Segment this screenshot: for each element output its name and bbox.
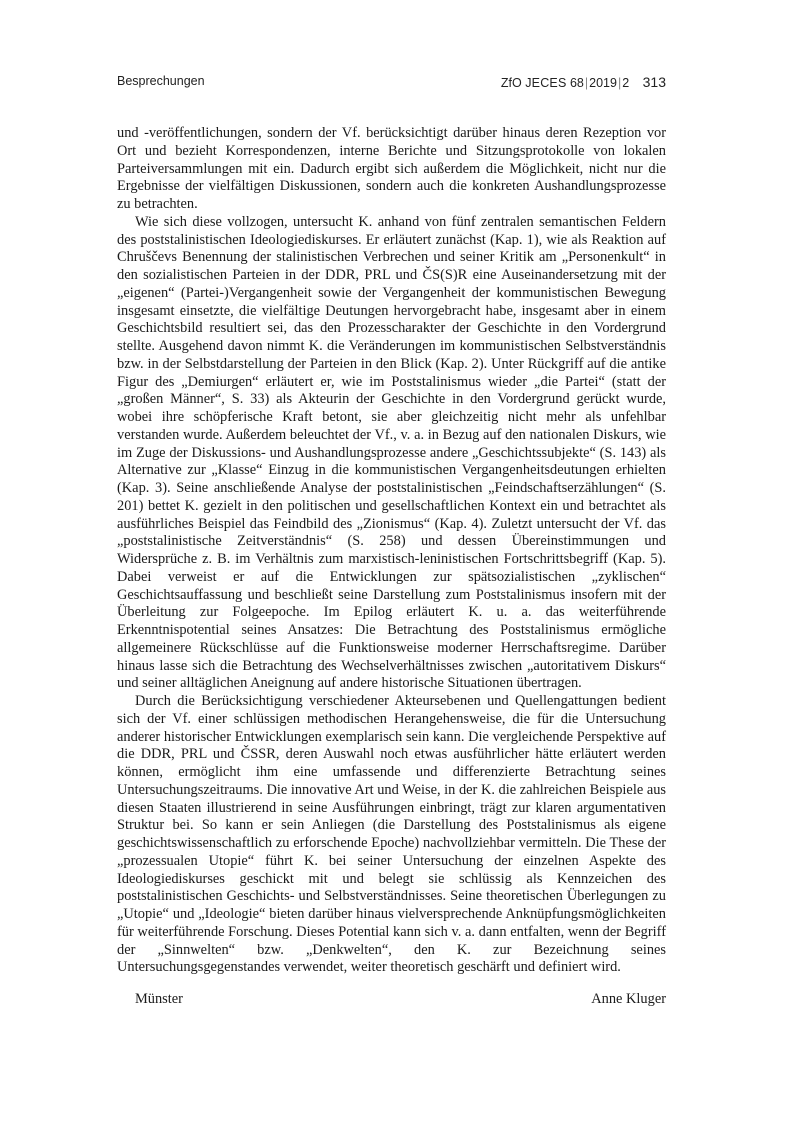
separator: |	[584, 76, 589, 90]
volume-number: 68	[569, 76, 584, 90]
reviewer-name: Anne Kluger	[591, 991, 666, 1007]
running-head	[117, 74, 666, 94]
issue-number: 2	[622, 76, 630, 90]
review-signoff	[135, 991, 666, 1009]
paragraph-continuation: und -veröffentlichungen, sondern der Vf. berücksichtigt darüber hinaus deren Rezeption vor Ort und bezieht Korrespondenzen, interne Berichte und Sitzungsprotokolle von lokalen Parteiversammlungen mit ein. Dadurch ergibt sich außerdem die Möglichkeit, nicht nur die Ergebnisse der vielfältigen Diskussionen, sondern auch die konkreten Aushandlungsprozesse zu betrachten.	[117, 125, 666, 212]
page-number: 313	[642, 74, 666, 90]
reviewer-location: Münster	[135, 991, 183, 1007]
section-title: Besprechungen	[117, 74, 205, 88]
year: 2019	[589, 76, 617, 90]
paragraph-evaluation: Durch die Berücksichtigung verschiedener Akteursebenen und Quellengattungen bedient sich der Vf. einer schlüssigen methodischen Herangehensweise, die für die Untersuchung anderer historischer Entwicklungen exemplarisch sein kann. Die vergleichende Perspektive auf die DDR, PRL und ČSSR, deren Auswahl noch etwas ausführlicher hätte erläutert werden können, ermöglicht ihm eine umfassende und differenzierte Betrachtung seines Untersuchungszeitraums. Die innovative Art und Weise, in der K. die zahlreichen Beispiele aus diesen Staaten illustrierend in seine Ausführungen einbringt, trägt zur klaren argumentativen Struktur bei. So kann er sein Anliegen (die Darstellung des Poststalinismus als eigene geschichtswissenschaftlich zu erforschende Epoche) nachvollziehbar vermitteln. Die These der „prozessualen Utopie“ führt K. bei seiner Untersuchung der einzelnen Aspekte des Ideologiediskurses geschickt mit und belegt sie schlüssig als Kennzeichen des poststalinistischen Geschichts- und Selbstverständnisses. Seine theoretischen Überlegungen zu „Utopie“ und „Ideologie“ bieten darüber hinaus vielversprechende Anknüpfungsmöglichkeiten für weiterführende Forschung. Dieses Potential kann sich v. a. dann entfalten, wenn der Begriff der „Sinnwelten“ bzw. „Denkwelten“, den K. zur Bezeichnung seines Untersuchungsgegenstandes verwendet, weiter theoretisch geschärft und definiert wird.	[117, 693, 666, 976]
journal-citation	[501, 74, 666, 90]
journal-name: ZfO	[500, 76, 522, 90]
review-body	[117, 125, 666, 977]
journal-abbrev: JECES	[525, 76, 567, 90]
separator: |	[617, 76, 622, 90]
paragraph-summary: Wie sich diese vollzogen, untersucht K. anhand von fünf zentralen semantischen Feldern des poststalinistischen Ideologiediskurses. Er erläutert zunächst (Kap. 1), wie als Reaktion auf Chruščevs Benennung der stalinistischen Verbrechen und seiner Kritik am „Personenkult“ in den sozialistischen Parteien in der DDR, PRL und ČS(S)R eine Auseinandersetzung mit der „eigenen“ (Partei-)Vergangenheit sowie der Vergangenheit der kommunistischen Bewegung insgesamt einsetzte, die vielfältige Deutungen hervorgebracht habe, insgesamt aber in einem Geschichtsbild resultiert sei, das den Prozesscharakter der Geschichte in den Vordergrund stellte. Ausgehend davon nimmt K. die Veränderungen im kommunistischen Selbstverständnis bzw. in der Selbstdarstellung der Parteien in den Blick (Kap. 2). Unter Rückgriff auf die antike Figur des „Demiurgen“ erläutert er, wie im Poststalinismus wieder „die Partei“ (statt der „großen Männer“, S. 33) als Akteurin der Geschichte in den Vordergrund gerückt wurde, wobei ihre schöpferische Kraft betont, sie aber gleichzeitig nicht mehr als unfehlbar verstanden wurde. Außerdem beleuchtet der Vf., v. a. in Bezug auf den nationalen Diskurs, wie im Zuge der Diskussions- und Aushandlungsprozesse andere „Geschichtssubjekte“ (S. 143) als Alternative zur „Klasse“ Einzug in die kommunistischen Vergangenheitsdeutungen erhielten (Kap. 3). Seine anschließende Analyse der poststalinistischen „Feindschaftserzählungen“ (S. 201) bettet K. gezielt in den politischen und gesellschaftlichen Kontext ein und betrachtet als ausführliches Beispiel das Feindbild des „Zionismus“ (Kap. 4). Zuletzt untersucht der Vf. das „poststalinistische Zeitverständnis“ (S. 258) und dessen Übereinstimmungen und Widersprüche z. B. im Verhältnis zum marxistisch-leninistischen Fortschrittsbegriff (Kap. 5). Dabei verweist er auf die Entwicklungen zur spätsozialistischen „zyklischen“ Geschichtsauffassung und beschließt seine Darstellung zum Poststalinismus insofern mit der Überleitung zur Folgeepoche. Im Epilog erläutert K. u. a. das weiterführende Erkenntnispotential seines Ansatzes: Die Betrachtung des Poststalinismus ermögliche allgemeinere Rückschlüsse auf die Funktionsweise moderner Herrschaftsregime. Darüber hinaus lasse sich die Betrachtung des Wechselverhältnisses zwischen „autoritativem Diskurs“ und seiner alltäglichen Aneignung auf andere historische Situationen übertragen.	[117, 213, 666, 692]
